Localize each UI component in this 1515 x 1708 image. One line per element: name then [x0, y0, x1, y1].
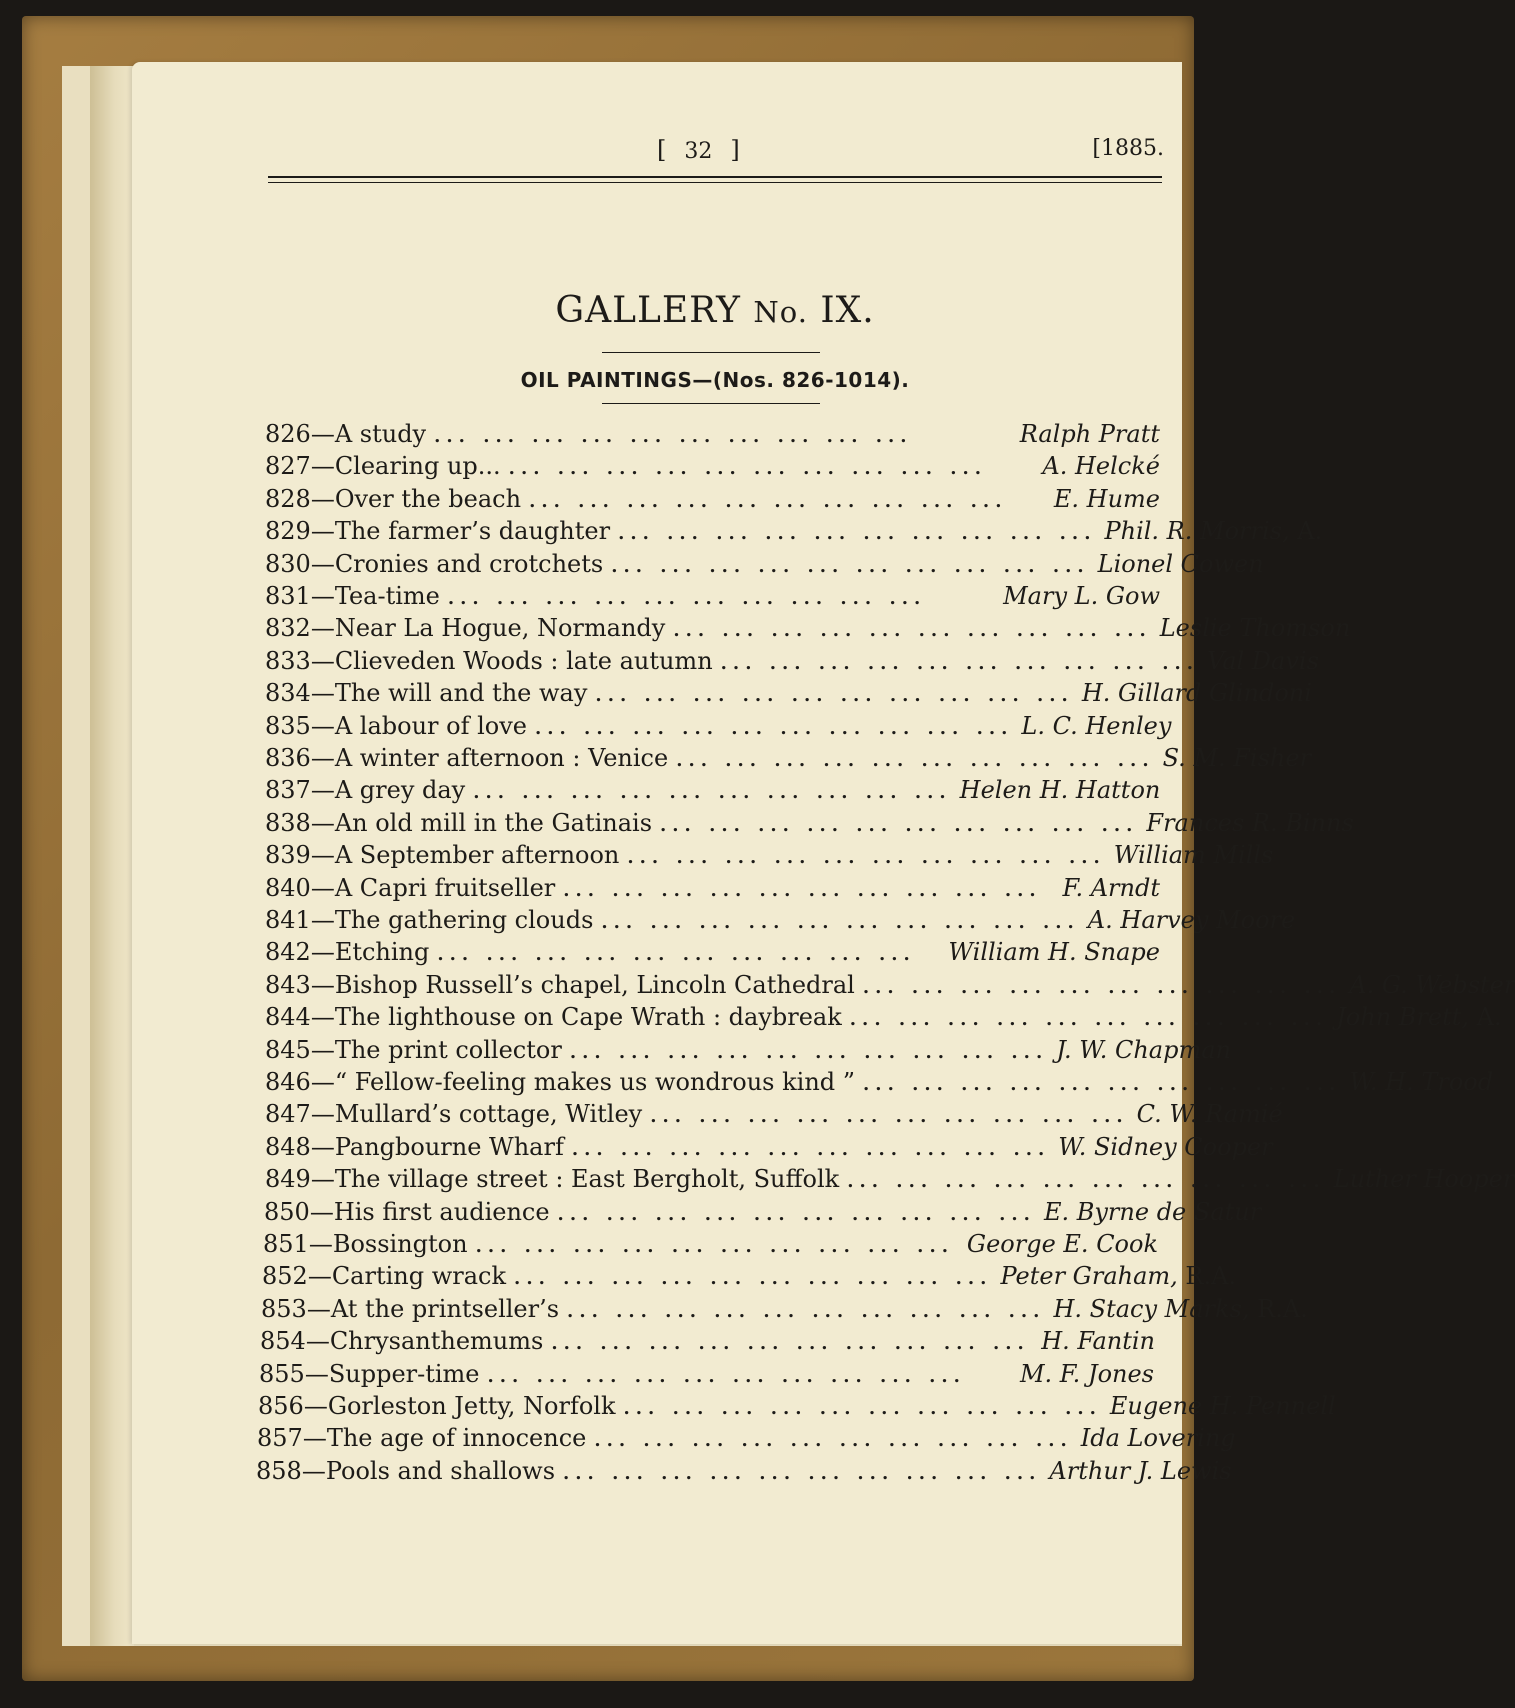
entry-title: 846—“ Fellow-feeling makes us wondrous kind ” — [265, 1068, 856, 1096]
artist-suffix: A. — [1289, 517, 1323, 546]
entry-title: 858—Pools and shallows — [256, 1456, 556, 1485]
entry-title-text: An old mill in the Gatinais — [334, 808, 653, 837]
entry-number: 831 — [265, 582, 311, 610]
catalogue-entry — [265, 1132, 1273, 1165]
catalogue-entry — [265, 938, 1160, 970]
entry-title: 833—Clieveden Woods : late autumn — [265, 646, 713, 675]
dot-leader: ... ... ... ... ... ... ... ... ... ... — [529, 490, 1008, 512]
dot-leader: ... ... ... ... ... ... ... ... ... ... — [571, 1138, 1051, 1160]
entry-number: 840 — [265, 873, 311, 902]
entry-artist — [1104, 517, 1322, 545]
catalogue-entry — [265, 452, 1160, 484]
entry-number: 826 — [265, 420, 311, 448]
artist-name: J. W. Chapman — [1056, 1035, 1231, 1064]
artist-name: George E. Cook — [966, 1230, 1158, 1258]
entry-artist — [1044, 1198, 1261, 1226]
entry-artist — [1160, 614, 1351, 642]
artist-name: A. Harvey Moore — [1087, 906, 1296, 934]
catalogue-entry — [256, 1456, 1232, 1489]
catalogue-entry — [265, 1003, 1502, 1035]
catalogue-entry — [260, 1327, 1155, 1359]
dot-leader: ... ... ... ... ... ... ... ... ... ... — [434, 426, 913, 447]
entry-number: 827 — [265, 452, 311, 481]
dot-leader: ... ... ... ... ... ... ... ... ... ... — [618, 523, 1097, 545]
catalogue-entry — [265, 485, 1160, 517]
entry-title-text: Pangbourne Wharf — [334, 1132, 564, 1161]
entry-number: 854 — [260, 1327, 306, 1356]
catalogue-entry — [262, 1262, 1237, 1294]
artist-name: Ida Lovering — [1080, 1424, 1236, 1453]
entry-title: 829—The farmer’s daughter — [265, 517, 611, 546]
artist-name: S. M. Fisher — [1162, 744, 1312, 772]
entry-number: 844 — [265, 1003, 311, 1032]
title-rule-bottom — [602, 403, 820, 404]
dot-leader: ... ... ... ... ... ... ... ... ... ... — [673, 620, 1152, 642]
artist-name: F. Arndt — [1062, 873, 1160, 902]
entry-title: 849—The village street : East Bergholt, Suffolk — [265, 1165, 840, 1194]
entry-number: 848 — [265, 1132, 311, 1161]
entry-title: 827—Clearing up... — [265, 452, 501, 481]
catalogue-entry — [265, 614, 1351, 646]
artist-suffix: R.A. — [1177, 1262, 1237, 1291]
entry-title: 831—Tea-time — [265, 582, 440, 610]
dot-leader: ... ... ... ... ... ... ... ... ... ... — [557, 1203, 1036, 1225]
catalogue-entry — [265, 549, 1264, 582]
header-rule — [268, 176, 1162, 183]
entry-title-text: A grey day — [334, 776, 466, 805]
entry-artist — [1049, 1457, 1231, 1485]
artist-name: H. Fantin — [1041, 1327, 1155, 1356]
dot-leader: ... ... ... ... ... ... ... ... ... ... — [447, 588, 927, 609]
dot-leader: ... ... ... ... ... ... ... ... ... ... — [508, 458, 988, 480]
entry-artist — [1053, 1295, 1307, 1323]
entry-title: 841—The gathering clouds — [265, 906, 594, 934]
entry-title: 857—The age of innocence — [257, 1424, 587, 1453]
catalogue-entry — [265, 1068, 1494, 1100]
entry-title-text: Chrysanthemums — [329, 1327, 544, 1356]
entry-number: 829 — [265, 517, 311, 546]
entry-artist — [1163, 744, 1311, 772]
catalogue-entry — [259, 1360, 1154, 1392]
entry-artist — [1349, 971, 1515, 999]
entry-number: 838 — [265, 808, 311, 837]
artist-name: L. C. Henley — [1021, 711, 1172, 740]
dot-leader: ... ... ... ... ... ... ... ... ... ... — [534, 717, 1014, 739]
gallery-title-no: No. — [753, 295, 808, 329]
dot-leader: ... ... ... ... ... ... ... ... ... ... — [862, 976, 1342, 998]
entry-number: 839 — [265, 841, 311, 870]
dot-leader: ... ... ... ... ... ... ... ... ... ... — [475, 1236, 954, 1257]
entry-number: 846 — [265, 1068, 311, 1096]
entry-number: 833 — [265, 646, 311, 675]
entry-title-text: Gorleston Jetty, Norfolk — [327, 1392, 616, 1420]
entry-artist — [1110, 1392, 1336, 1420]
entry-artist — [1056, 1036, 1231, 1064]
dot-leader: ... ... ... ... ... ... ... ... ... ... — [650, 1106, 1129, 1128]
artist-name: William Mills — [1113, 841, 1274, 870]
gallery-title-word: GALLERY — [555, 290, 741, 331]
catalogue-entry — [265, 841, 1274, 873]
entry-number: 830 — [265, 549, 311, 578]
catalogue-entry — [265, 874, 1160, 906]
artist-name: Phil. R. Morris, — [1104, 517, 1290, 546]
entry-title-text: A winter afternoon : Venice — [334, 744, 669, 772]
entry-title: 839—A September afternoon — [265, 841, 620, 870]
entry-title-text: Bossington — [332, 1230, 468, 1258]
entry-title: 851—Bossington — [263, 1230, 468, 1258]
dot-leader: ... ... ... ... ... ... ... ... ... ... — [847, 1171, 1326, 1193]
entry-title-text: “ Fellow-feeling makes us wondrous kind ” — [334, 1068, 856, 1096]
catalogue-entry — [265, 744, 1312, 776]
entry-title: 844—The lighthouse on Cape Wrath : daybreak — [265, 1003, 842, 1032]
entry-title-text: Bishop Russell’s chapel, Lincoln Cathedral — [334, 970, 855, 999]
artist-name: John Brett, — [1336, 1003, 1470, 1032]
dot-leader: ... ... ... ... ... ... ... ... ... ... — [594, 1430, 1073, 1452]
entry-title-text: Etching — [334, 938, 430, 967]
entry-number: 836 — [265, 744, 311, 772]
artist-name: H. Stacy Marks, — [1053, 1294, 1250, 1323]
entry-number: 858 — [256, 1456, 302, 1485]
entry-title: 834—The will and the way — [265, 679, 588, 708]
entry-title: 836—A winter afternoon : Venice — [265, 744, 669, 772]
section-subtitle: OIL PAINTINGS—(Nos. 826-1014). — [520, 368, 910, 392]
year-label: [1885. — [1092, 136, 1164, 161]
entry-artist — [1137, 1100, 1283, 1128]
dot-leader: ... ... ... ... ... ... ... ... ... ... — [676, 750, 1155, 771]
entry-title: 843—Bishop Russell’s chapel, Lincoln Cathedral — [265, 970, 855, 999]
catalogue-entry — [258, 1392, 1336, 1424]
entry-number: 842 — [265, 938, 311, 967]
artist-name: E. Byrne de Satur — [1043, 1197, 1262, 1226]
entry-artist — [1000, 1262, 1236, 1290]
entry-artist — [1146, 809, 1353, 837]
dot-leader: ... ... ... ... ... ... ... ... ... ... — [720, 652, 1200, 674]
book-gutter — [90, 66, 134, 1646]
entry-title-text: The gathering clouds — [334, 906, 594, 934]
entry-artist — [1021, 712, 1171, 740]
entry-title-text: Near La Hogue, Normandy — [334, 614, 666, 643]
entry-title-text: Supper-time — [328, 1359, 480, 1388]
entry-title: 850—His first audience — [264, 1197, 550, 1226]
dot-leader: ... ... ... ... ... ... ... ... ... ... — [660, 814, 1139, 836]
dot-leader: ... ... ... ... ... ... ... ... ... ... — [849, 1009, 1329, 1031]
dot-leader: ... ... ... ... ... ... ... ... ... ... — [487, 1365, 966, 1387]
dot-leader: ... ... ... ... ... ... ... ... ... ... — [473, 782, 952, 804]
entry-artist — [1349, 1068, 1493, 1096]
entry-number: 835 — [265, 711, 311, 740]
entry-title-text: Tea-time — [334, 582, 440, 610]
catalogue-entry — [261, 1294, 1308, 1327]
entry-title: 848—Pangbourne Wharf — [265, 1132, 564, 1161]
artist-name: W. H. Trood — [1349, 1068, 1494, 1096]
entry-artist — [1114, 841, 1274, 869]
dot-leader: ... ... ... ... ... ... ... ... ... ... — [514, 1268, 993, 1290]
dot-leader: ... ... ... ... ... ... ... ... ... ... — [601, 912, 1080, 933]
entry-title-text: The village street : East Bergholt, Suffolk — [334, 1165, 840, 1194]
entry-artist — [1020, 420, 1160, 448]
entry-artist — [1042, 452, 1160, 480]
catalogue-entry — [265, 906, 1296, 938]
entry-artist — [967, 1230, 1158, 1258]
entry-number: 828 — [265, 484, 311, 513]
entry-title: 838—An old mill in the Gatinais — [265, 808, 653, 837]
artist-name: Lionel Cowen — [1097, 549, 1264, 578]
entry-title: 847—Mullard’s cottage, Witley — [265, 1100, 643, 1129]
entry-title-text: The will and the way — [334, 679, 588, 708]
entry-title: 832—Near La Hogue, Normandy — [265, 614, 666, 643]
entry-artist — [1054, 485, 1160, 513]
artist-name: C. W. Ramié — [1136, 1100, 1283, 1129]
artist-name: E. Hume — [1053, 484, 1160, 513]
catalogue-entry — [265, 646, 1319, 679]
entry-number: 856 — [258, 1392, 304, 1420]
catalogue-entry — [265, 808, 1354, 841]
entry-artist — [948, 938, 1160, 966]
entry-title: 840—A Capri fruitseller — [265, 873, 556, 902]
artist-name: Frances R. Binns — [1146, 808, 1354, 837]
dot-leader: ... ... ... ... ... ... ... ... ... ... — [627, 847, 1106, 869]
entry-artist — [1336, 1003, 1501, 1031]
entry-artist — [960, 776, 1161, 804]
entry-artist — [1082, 679, 1312, 707]
catalogue-entry — [265, 1035, 1231, 1068]
artist-name: H. Gillard Glindoni — [1081, 679, 1312, 708]
entry-title-text: Clieveden Woods : late autumn — [334, 646, 713, 675]
artist-name: Eugene H. Pennell — [1109, 1392, 1336, 1420]
entry-title-text: A Capri fruitseller — [334, 873, 556, 902]
entry-title-text: A labour of love — [334, 711, 527, 740]
entry-title-text: Cronies and crotchets — [334, 549, 604, 578]
entry-title-text: Pools and shallows — [325, 1456, 556, 1485]
entry-title: 852—Carting wrack — [262, 1262, 507, 1291]
catalogue-entry — [263, 1230, 1158, 1262]
artist-name: Luther Hooper — [1333, 1165, 1515, 1194]
entry-artist — [1058, 1133, 1272, 1161]
catalogue-entry — [265, 776, 1160, 808]
entry-number: 850 — [264, 1197, 310, 1226]
dot-leader: ... ... ... ... ... ... ... ... ... ... — [569, 1041, 1049, 1063]
artist-name: Arthur J. Lewis — [1049, 1456, 1232, 1485]
artist-suffix: A. — [1469, 1003, 1502, 1032]
entry-number: 847 — [265, 1100, 311, 1129]
artist-name: W. Sidney Cooper — [1058, 1132, 1273, 1161]
entry-number: 851 — [263, 1230, 309, 1258]
entry-number: 845 — [265, 1035, 311, 1064]
dot-leader: ... ... ... ... ... ... ... ... ... ... — [623, 1398, 1102, 1419]
entry-title: 855—Supper-time — [259, 1359, 480, 1388]
catalogue-entry — [265, 679, 1312, 711]
entry-title-text: Carting wrack — [331, 1262, 507, 1291]
catalogue-entry — [257, 1424, 1236, 1456]
entry-number: 855 — [259, 1359, 305, 1388]
entry-artist — [1207, 647, 1319, 675]
entry-title-text: At the printseller’s — [330, 1294, 560, 1323]
running-head — [0, 136, 1200, 172]
entry-title-text: The age of innocence — [326, 1424, 587, 1453]
entry-title: 853—At the printseller’s — [261, 1294, 560, 1323]
entry-number: 841 — [265, 906, 311, 934]
dot-leader: ... ... ... ... ... ... ... ... ... ... — [437, 944, 916, 966]
artist-name: A. Helcké — [1042, 452, 1160, 481]
gallery-title — [268, 290, 1162, 331]
artist-name: Val Davis — [1207, 646, 1319, 675]
entry-title: 830—Cronies and crotchets — [265, 549, 604, 578]
entry-title: 845—The print collector — [265, 1035, 562, 1064]
entry-title-text: The lighthouse on Cape Wrath : daybreak — [334, 1003, 842, 1032]
artist-suffix: R.A. — [1249, 1294, 1308, 1323]
entry-title: 842—Etching — [265, 938, 430, 967]
catalogue-entry — [265, 517, 1323, 549]
entry-title-text: A study — [334, 420, 427, 448]
entry-artist — [1088, 906, 1295, 934]
entry-title: 835—A labour of love — [265, 711, 527, 740]
dot-leader: ... ... ... ... ... ... ... ... ... ... — [611, 555, 1090, 577]
entry-title-text: The print collector — [334, 1035, 562, 1064]
entry-number: 837 — [265, 776, 311, 805]
catalogue-entry — [265, 711, 1172, 744]
gallery-title-number: IX. — [820, 290, 875, 331]
entry-artist — [1003, 582, 1160, 610]
dot-leader: ... ... ... ... ... ... ... ... ... ... — [595, 685, 1074, 707]
entry-title: 826—A study — [265, 420, 427, 448]
artist-name: William H. Snape — [948, 938, 1160, 967]
dot-leader: ... ... ... ... ... ... ... ... ... ... — [563, 879, 1042, 901]
catalogue-entry — [265, 1165, 1515, 1197]
entry-artist — [1041, 1327, 1155, 1355]
catalogue-entry — [265, 582, 1160, 614]
artist-name: Ralph Pratt — [1019, 420, 1160, 448]
entry-artist — [1020, 1360, 1154, 1388]
entry-title: 837—A grey day — [265, 776, 466, 805]
entry-artist — [1063, 874, 1160, 902]
entry-title: 856—Gorleston Jetty, Norfolk — [258, 1392, 616, 1420]
dot-leader: ... ... ... ... ... ... ... ... ... ... — [567, 1300, 1046, 1322]
dot-leader: ... ... ... ... ... ... ... ... ... ... — [863, 1074, 1342, 1095]
artist-name: A. G. Webster — [1349, 970, 1515, 999]
entry-artist — [1098, 550, 1264, 578]
entry-number: 843 — [265, 970, 311, 999]
catalogue-entry — [265, 420, 1160, 452]
entry-title-text: Clearing up... — [334, 452, 501, 481]
catalogue-entry — [265, 1100, 1283, 1132]
artist-name: Peter Graham, — [1000, 1262, 1178, 1291]
artist-name: Leslie Thomson — [1159, 614, 1351, 643]
entry-title-text: A September afternoon — [334, 841, 620, 870]
entry-title-text: Over the beach — [334, 484, 522, 513]
artist-name: Helen H. Hatton — [959, 776, 1161, 805]
title-rule-top — [602, 352, 820, 353]
entry-number: 852 — [262, 1262, 308, 1291]
dot-leader: ... ... ... ... ... ... ... ... ... ... — [563, 1462, 1042, 1484]
entry-artist — [1081, 1424, 1236, 1452]
entry-title: 854—Chrysanthemums — [260, 1327, 544, 1356]
entry-number: 849 — [265, 1165, 311, 1194]
catalogue-entry — [264, 1197, 1262, 1230]
entry-number: 857 — [257, 1424, 303, 1453]
page-number: [ 32 ] — [657, 136, 740, 164]
entry-title-text: Mullard’s cottage, Witley — [334, 1100, 643, 1129]
entry-number: 834 — [265, 679, 311, 708]
artist-name: Mary L. Gow — [1003, 582, 1160, 610]
entry-artist — [1334, 1165, 1515, 1193]
artist-name: M. F. Jones — [1019, 1359, 1154, 1388]
entry-title: 828—Over the beach — [265, 484, 522, 513]
dot-leader: ... ... ... ... ... ... ... ... ... ... — [551, 1333, 1030, 1355]
entry-number: 832 — [265, 614, 311, 643]
entry-number: 853 — [261, 1294, 307, 1323]
catalogue-entry — [265, 970, 1515, 1003]
entry-title-text: The farmer’s daughter — [334, 517, 611, 546]
entry-title-text: His first audience — [333, 1197, 550, 1226]
